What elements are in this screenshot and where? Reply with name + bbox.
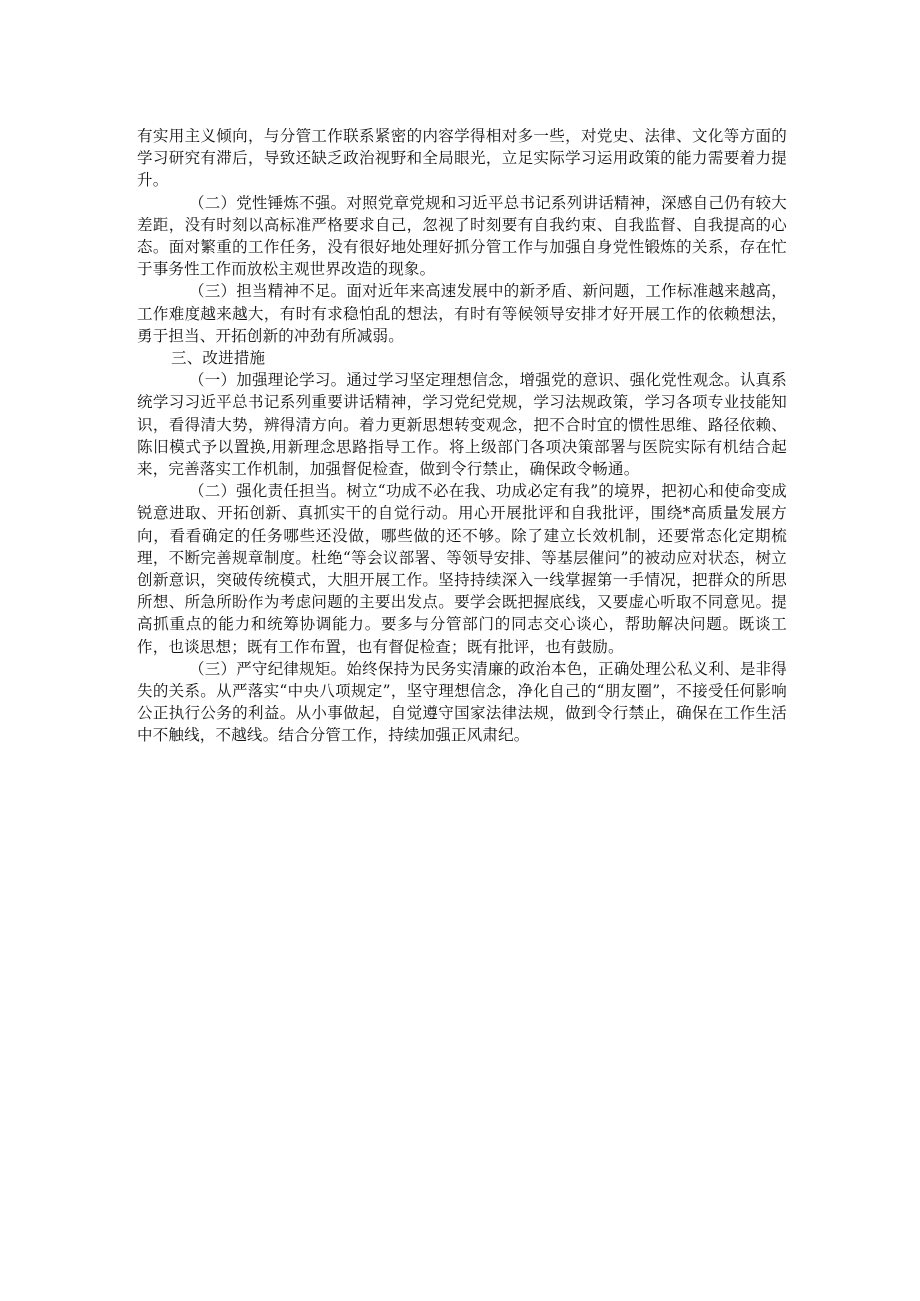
paragraph-responsibility: （三）担当精神不足。面对近年来高速发展中的新矛盾、新问题，工作标准越来越高，工作难度越来越大，有时有求稳怕乱的想法，有时有等候领导安排才好开展工作的依赖想法，勇于担当、开拓创新的冲劲有所减弱。: [137, 282, 787, 345]
paragraph-party-spirit: （二）党性锤炼不强。对照党章党规和习近平总书记系列讲话精神，深感自己仍有较大差距，没有时刻以高标准严格要求自己，忽视了时刻要有自我约束、自我监督、自我提高的心态。面对繁重的工作任务，没有很好地处理好抓分管工作与加强自身党性锻炼的关系，存在忙于事务性工作而放松主观世界改造的现象。: [137, 193, 787, 279]
paragraph-theory-study: （一）加强理论学习。通过学习坚定理想信念，增强党的意识、强化党性观念。认真系统学习习近平总书记系列重要讲话精神，学习党纪党规，学习法规政策，学习各项专业技能知识，看得清大势，辨得清方向。着力更新思想转变观念，把不合时宜的惯性思维、路径依赖、陈旧模式予以置换,用新理念思路指导工作。将上级部门各项决策部署与医院实际有机结合起来，完善落实工作机制，加强督促检查，做到令行禁止，确保政令畅通。: [137, 371, 787, 479]
paragraph-continuation: 有实用主义倾向，与分管工作联系紧密的内容学得相对多一些，对党史、法律、文化等方面的学习研究有滞后，导致还缺乏政治视野和全局眼光，立足实际学习运用政策的能力需要着力提升。: [137, 127, 787, 190]
document-page: [137, 125, 787, 747]
paragraph-discipline: （三）严守纪律规矩。始终保持为民务实清廉的政治本色，正确处理公私义利、是非得失的关系。从严落实“中央八项规定”，坚守理想信念，净化自己的“朋友圈”，不接受任何影响公正执行公务的利益。从小事做起，自觉遵守国家法律法规，做到令行禁止，确保在工作生活中不触线，不越线。结合分管工作，持续加强正风肃纪。: [137, 659, 787, 745]
paragraph-strengthen-responsibility: （二）强化责任担当。树立“功成不必在我、功成必定有我”的境界，把初心和使命变成锐意进取、开拓创新、真抓实干的自觉行动。用心开展批评和自我批评，围绕*高质量发展方向，看看确定的任务哪些还没做，哪些做的还不够。除了建立长效机制，还要常态化定期梳理，不断完善规章制度。杜绝“等会议部署、等领导安排、等基层催问”的被动应对状态，树立创新意识，突破传统模式，大胆开展工作。坚持持续深入一线掌握第一手情况，把群众的所思所想、所急所盼作为考虑问题的主要出发点。要学会既把握底线，又要虚心听取不同意见。提高抓重点的能力和统筹协调能力。要多与分管部门的同志交心谈心，帮助解决问题。既谈工作，也谈思想；既有工作布置，也有督促检查；既有批评，也有鼓励。: [137, 482, 787, 656]
section-heading-improvement: 三、改进措施: [171, 349, 266, 368]
